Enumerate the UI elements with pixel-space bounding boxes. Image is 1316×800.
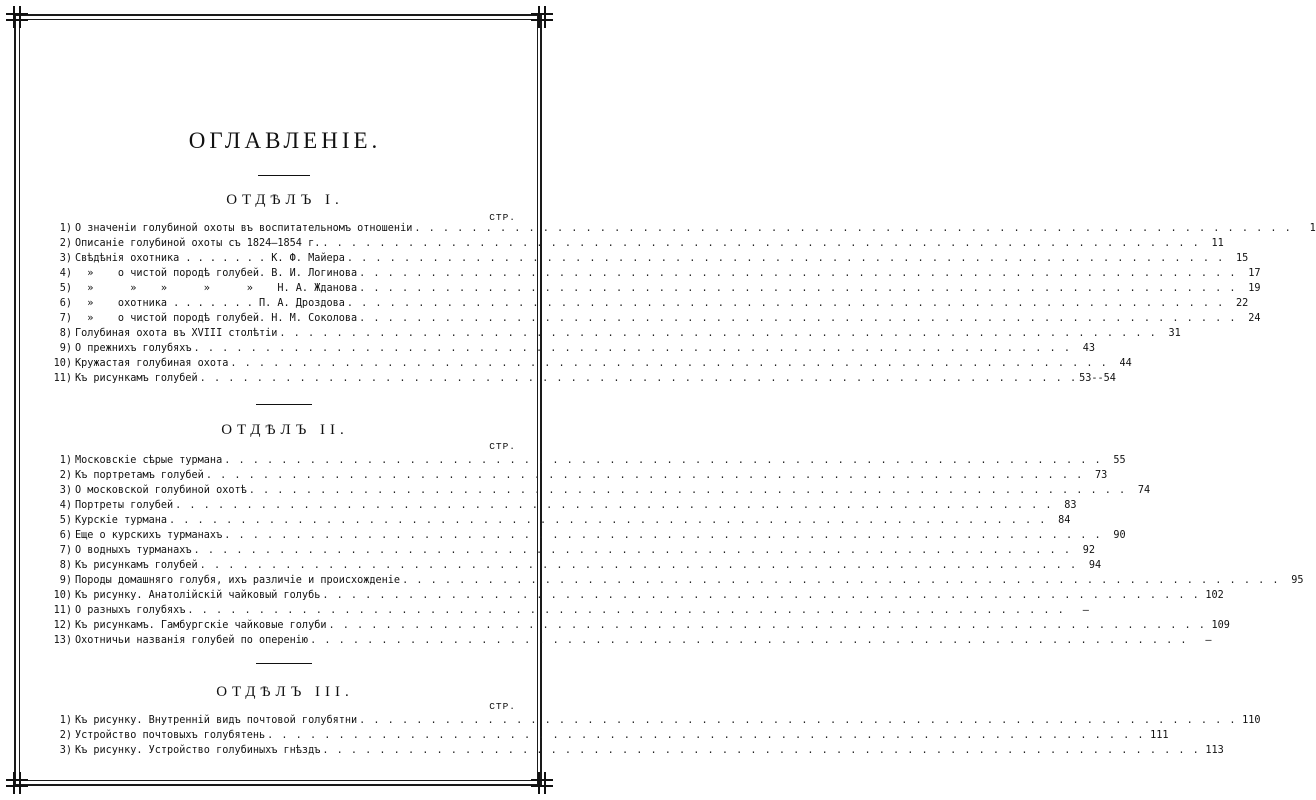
entry-page: 102	[1205, 590, 1224, 601]
toc-entry[interactable]	[48, 558, 1102, 573]
entry-number: 2)	[59, 730, 72, 741]
entry-title: Породы домашняго голубя, ихъ различіе и происхожденіе	[75, 575, 401, 586]
entry-page: —	[1205, 635, 1212, 646]
section-heading: ОТДѢЛЪ I.	[226, 192, 344, 208]
entry-title: Голубиная охота въ XVIII столѣтіи	[75, 328, 278, 339]
toc-entry[interactable]	[48, 743, 1224, 758]
toc-entry[interactable]	[48, 618, 1230, 633]
page-column-label: СТР.	[489, 441, 516, 452]
toc-entry[interactable]	[48, 588, 1224, 603]
toc-entry[interactable]	[48, 221, 1316, 236]
leader-dots	[249, 483, 1126, 498]
entry-title: Къ рисунку. Устройство голубиныхъ гнѣздъ	[75, 745, 321, 756]
entry-number: 6)	[59, 530, 72, 541]
toc-entry[interactable]	[48, 728, 1169, 743]
toc-entry[interactable]	[48, 468, 1108, 483]
leader-dots	[359, 311, 1236, 326]
leader-dots	[224, 453, 1101, 468]
entry-title: О значеніи голубиной охоты въ воспитательномъ отношеніи	[75, 223, 413, 234]
entry-title: Курскіе турмана	[75, 515, 168, 526]
toc-entry[interactable]	[48, 573, 1304, 588]
entry-title: » » » » » Н. А. Жданова	[75, 283, 358, 294]
entry-page: 11	[1211, 238, 1224, 249]
entry-page: 111	[1150, 730, 1169, 741]
leader-dots	[187, 603, 1064, 618]
entry-title: Къ рисункамъ голубей	[75, 560, 198, 571]
entry-title: Къ рисунку. Внутренній видъ почтовой голубятни	[75, 715, 358, 726]
entry-number: 1)	[59, 455, 72, 466]
entry-number: 11)	[53, 605, 72, 616]
entry-page: —	[1082, 605, 1089, 616]
entry-number: 9)	[59, 343, 72, 354]
entry-page: 95	[1291, 575, 1304, 586]
leader-dots	[230, 356, 1107, 371]
entry-number: 9)	[59, 575, 72, 586]
entry-number: 10)	[53, 358, 72, 369]
entry-number: 7)	[59, 313, 72, 324]
section-heading: ОТДѢЛЪ III.	[216, 684, 354, 700]
entry-page: 110	[1242, 715, 1261, 726]
frame-right-line	[540, 14, 542, 786]
entry-number: 8)	[59, 328, 72, 339]
toc-entry[interactable]	[48, 713, 1261, 728]
toc-entry[interactable]	[48, 281, 1261, 296]
entry-page: 43	[1082, 343, 1095, 354]
leader-dots	[322, 236, 1199, 251]
entry-title: » о чистой породѣ голубей. Н. М. Соколова	[75, 313, 358, 324]
entry-number: 12)	[53, 620, 72, 631]
entry-page: 94	[1088, 560, 1102, 571]
entry-page: 31	[1168, 328, 1181, 339]
entry-title: » охотника . . . . . . . П. А. Дроздова	[75, 298, 345, 309]
corner-ornament-icon	[4, 4, 30, 30]
leader-dots	[194, 341, 1071, 356]
entry-number: 2)	[59, 470, 72, 481]
entry-title: Еще о курскихъ турманахъ	[75, 530, 223, 541]
frame-left-inner-line	[19, 14, 20, 786]
entry-number: 11)	[53, 373, 72, 384]
section-rule	[256, 404, 312, 405]
entry-title: Свѣдѣнія охотника . . . . . . . К. Ф. Майера	[75, 253, 345, 264]
toc-entry[interactable]	[48, 483, 1151, 498]
toc-entry[interactable]	[48, 236, 1224, 251]
corner-ornament-icon	[529, 770, 555, 796]
entry-page: 73	[1094, 470, 1108, 481]
toc-entry[interactable]	[48, 341, 1095, 356]
page-column-label: СТР.	[489, 212, 516, 223]
entry-number: 3)	[59, 745, 72, 756]
toc-entry[interactable]	[48, 266, 1261, 281]
leader-dots	[328, 618, 1205, 633]
toc-entry[interactable]	[48, 528, 1126, 543]
toc-entry[interactable]	[48, 356, 1132, 371]
entry-number: 4)	[59, 268, 72, 279]
entry-number: 7)	[59, 545, 72, 556]
toc-entry[interactable]	[48, 326, 1181, 341]
leader-dots	[194, 543, 1071, 558]
leader-dots	[322, 743, 1199, 758]
toc-entry[interactable]	[48, 633, 1212, 648]
toc-entry[interactable]	[48, 543, 1095, 558]
entry-page: 44	[1119, 358, 1132, 369]
corner-ornament-icon	[4, 770, 30, 796]
entry-page: 15	[1236, 253, 1249, 264]
entry-title: Портреты голубей	[75, 500, 174, 511]
entry-page: 92	[1082, 545, 1095, 556]
entry-title: Къ рисункамъ голубей	[75, 373, 198, 384]
entry-page: 53--54	[1079, 373, 1116, 384]
leader-dots	[359, 713, 1236, 728]
toc-entry[interactable]	[48, 513, 1071, 528]
entry-title: Охотничьи названія голубей по оперенію	[75, 635, 309, 646]
entry-page: 113	[1205, 745, 1224, 756]
leader-dots	[347, 296, 1224, 311]
leader-dots	[224, 528, 1101, 543]
leader-dots	[322, 588, 1199, 603]
title-rule	[258, 175, 310, 176]
toc-entry[interactable]	[48, 296, 1249, 311]
entry-title: Къ рисунку. Анатолійскій чайковый голубь	[75, 590, 321, 601]
page-title: ОГЛАВЛЕНІЕ.	[188, 128, 382, 153]
entry-number: 5)	[59, 283, 72, 294]
entry-number: 2)	[59, 238, 72, 249]
entry-number: 13)	[53, 635, 72, 646]
leader-dots	[402, 573, 1279, 588]
entry-number: 8)	[59, 560, 72, 571]
corner-ornament-icon	[529, 4, 555, 30]
entry-number: 1)	[59, 223, 72, 234]
entry-number: 1)	[59, 715, 72, 726]
entry-page: 74	[1137, 485, 1151, 496]
entry-title: Устройство почтовыхъ голубятень	[75, 730, 266, 741]
leader-dots	[279, 326, 1156, 341]
entry-page: 55	[1113, 455, 1126, 466]
entry-title: О московской голубиной охотѣ	[75, 485, 247, 496]
entry-page: 17	[1248, 268, 1261, 279]
entry-number: 4)	[59, 500, 72, 511]
page-column-label: СТР.	[489, 701, 516, 712]
entry-page: 90	[1113, 530, 1126, 541]
leader-dots	[200, 371, 1077, 386]
toc-entry[interactable]	[48, 603, 1089, 618]
entry-title: Къ рисункамъ. Гамбургскіе чайковые голуби	[75, 620, 327, 631]
frame-right-inner-line	[537, 14, 538, 786]
leader-dots	[310, 633, 1187, 648]
contents-page	[48, 0, 1316, 800]
entry-page: 84	[1058, 515, 1071, 526]
leader-dots	[267, 728, 1144, 743]
entry-page: 22	[1236, 298, 1249, 309]
entry-number: 10)	[53, 590, 72, 601]
entry-number: 3)	[59, 253, 72, 264]
leader-dots	[169, 513, 1046, 528]
frame-left-line	[14, 14, 16, 786]
entry-title: » о чистой породѣ голубей. В. И. Логинова	[75, 268, 358, 279]
leader-dots	[359, 281, 1236, 296]
entry-page: 109	[1211, 620, 1230, 631]
entry-page: 19	[1248, 283, 1261, 294]
toc-entry[interactable]	[48, 498, 1077, 513]
entry-title: О прежнихъ голубяхъ	[75, 343, 192, 354]
leader-dots	[206, 468, 1083, 483]
entry-title: Описаніе голубиной охоты съ 1824—1854 г.	[75, 238, 321, 249]
toc-entry[interactable]	[48, 453, 1126, 468]
entry-page: 24	[1248, 313, 1261, 324]
entry-number: 3)	[59, 485, 72, 496]
toc-entry[interactable]	[48, 311, 1261, 326]
entry-number: 5)	[59, 515, 72, 526]
leader-dots	[175, 498, 1052, 513]
entry-title: О разныхъ голубяхъ	[75, 605, 186, 616]
entry-page: 83	[1064, 500, 1077, 511]
leader-dots	[414, 221, 1291, 236]
entry-title: Кружастая голубиная охота	[75, 358, 229, 369]
toc-entry[interactable]	[48, 251, 1249, 266]
section-heading: ОТДѢЛЪ II.	[221, 422, 349, 438]
leader-dots	[347, 251, 1224, 266]
section-rule	[256, 663, 312, 664]
leader-dots	[359, 266, 1236, 281]
entry-title: Къ портретамъ голубей	[75, 470, 204, 481]
entry-page: 1	[1309, 223, 1316, 234]
entry-title: Московскіе сѣрые турмана	[75, 455, 223, 466]
toc-entry[interactable]	[48, 371, 1116, 386]
entry-number: 6)	[59, 298, 72, 309]
entry-title: О водныхъ турманахъ	[75, 545, 192, 556]
leader-dots	[200, 558, 1077, 573]
